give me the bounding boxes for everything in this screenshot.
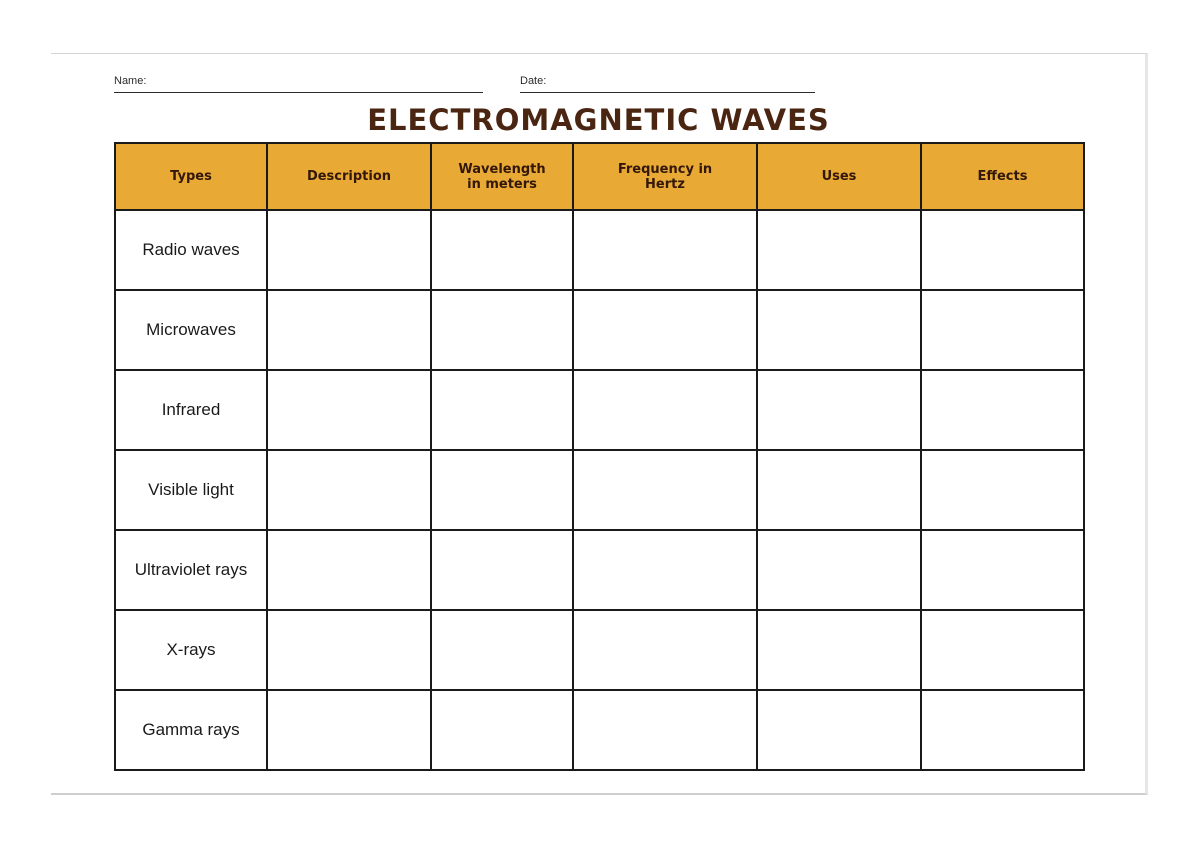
table-row — [115, 610, 1084, 690]
uses-cell[interactable] — [757, 290, 921, 370]
wavelength-cell[interactable] — [431, 290, 573, 370]
wavelength-cell[interactable] — [431, 690, 573, 770]
wavelength-cell[interactable] — [431, 450, 573, 530]
wavelength-cell[interactable] — [431, 370, 573, 450]
uses-cell[interactable] — [757, 370, 921, 450]
frequency-cell[interactable] — [573, 450, 757, 530]
name-field[interactable] — [114, 75, 483, 93]
uses-cell[interactable] — [757, 210, 921, 290]
column-header-types: Types — [115, 143, 267, 210]
uses-cell[interactable] — [757, 690, 921, 770]
date-label: Date: — [520, 75, 547, 87]
effects-cell[interactable] — [921, 290, 1084, 370]
description-cell[interactable] — [267, 210, 431, 290]
effects-cell[interactable] — [921, 530, 1084, 610]
page-title: ELECTROMAGNETIC WAVES — [367, 103, 830, 137]
uses-cell[interactable] — [757, 610, 921, 690]
table-row — [115, 210, 1084, 290]
effects-cell[interactable] — [921, 370, 1084, 450]
row-label-infrared: Infrared — [115, 370, 267, 450]
table-row — [115, 290, 1084, 370]
table-row — [115, 690, 1084, 770]
table-row — [115, 450, 1084, 530]
header-row — [115, 143, 1084, 210]
wavelength-cell[interactable] — [431, 610, 573, 690]
frequency-cell[interactable] — [573, 210, 757, 290]
wavelength-cell[interactable] — [431, 210, 573, 290]
row-label-gamma-rays: Gamma rays — [115, 690, 267, 770]
waves-table — [114, 142, 1085, 771]
description-cell[interactable] — [267, 450, 431, 530]
row-label-microwaves: Microwaves — [115, 290, 267, 370]
row-label-visible-light: Visible light — [115, 450, 267, 530]
description-cell[interactable] — [267, 370, 431, 450]
column-header-description: Description — [267, 143, 431, 210]
effects-cell[interactable] — [921, 690, 1084, 770]
row-label-radio-waves: Radio waves — [115, 210, 267, 290]
date-field[interactable] — [520, 75, 815, 93]
table-row — [115, 530, 1084, 610]
column-header-uses: Uses — [757, 143, 921, 210]
wavelength-cell[interactable] — [431, 530, 573, 610]
description-cell[interactable] — [267, 690, 431, 770]
description-cell[interactable] — [267, 610, 431, 690]
effects-cell[interactable] — [921, 610, 1084, 690]
table-row — [115, 370, 1084, 450]
description-cell[interactable] — [267, 290, 431, 370]
effects-cell[interactable] — [921, 210, 1084, 290]
effects-cell[interactable] — [921, 450, 1084, 530]
frequency-cell[interactable] — [573, 530, 757, 610]
uses-cell[interactable] — [757, 450, 921, 530]
name-label: Name: — [114, 75, 147, 87]
frequency-cell[interactable] — [573, 290, 757, 370]
row-label-x-rays: X-rays — [115, 610, 267, 690]
frequency-cell[interactable] — [573, 370, 757, 450]
uses-cell[interactable] — [757, 530, 921, 610]
frequency-cell[interactable] — [573, 610, 757, 690]
description-cell[interactable] — [267, 530, 431, 610]
column-header-effects: Effects — [921, 143, 1084, 210]
column-header-frequency: Frequency in Hertz — [573, 143, 757, 210]
frequency-cell[interactable] — [573, 690, 757, 770]
row-label-ultraviolet-rays: Ultraviolet rays — [115, 530, 267, 610]
column-header-wavelength: Wavelength in meters — [431, 143, 573, 210]
